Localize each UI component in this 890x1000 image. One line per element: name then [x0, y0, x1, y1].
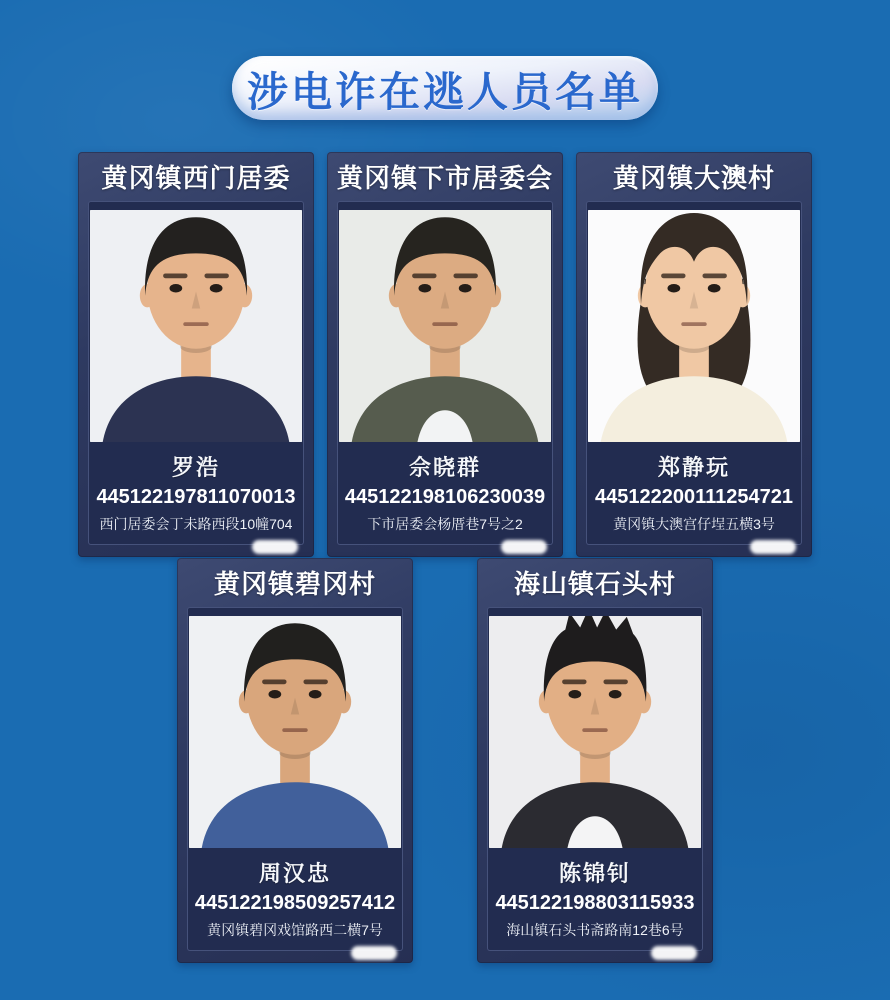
portrait-photo — [489, 616, 701, 848]
person-id-number: 445122198803115933 — [495, 892, 695, 914]
person-address: 黄冈镇大澳宫仔埕五横3号 — [613, 516, 775, 532]
card-header-location: 黄冈镇西门居委 — [101, 163, 291, 193]
person-name: 佘晓群 — [408, 455, 481, 480]
person-address: 海山镇石头书斋路南12巷6号 — [506, 922, 684, 938]
corner-glare — [651, 946, 697, 960]
portrait-photo — [588, 210, 800, 442]
portrait-illustration — [90, 210, 302, 442]
portrait-photo — [90, 210, 302, 442]
fugitive-card — [477, 558, 713, 963]
person-id-number: 445122197811070013 — [96, 486, 296, 508]
person-id-number: 445122200111254721 — [594, 486, 793, 508]
cards-row-1 — [0, 152, 890, 557]
person-address: 下市居委会杨厝巷7号之2 — [367, 516, 523, 532]
corner-glare — [351, 946, 397, 960]
card-panel — [337, 201, 553, 545]
person-id-number: 445122198509257412 — [194, 892, 396, 914]
portrait-illustration — [339, 210, 551, 442]
card-panel — [586, 201, 802, 545]
person-name: 郑静玩 — [657, 455, 730, 480]
person-name: 罗浩 — [171, 455, 220, 480]
card-header-location: 海山镇石头村 — [513, 569, 676, 599]
person-name: 周汉忠 — [258, 861, 331, 886]
person-id-number: 445122198106230039 — [344, 486, 546, 508]
fugitive-card — [78, 152, 314, 557]
corner-glare — [501, 540, 547, 554]
card-header-location: 黄冈镇下市居委会 — [337, 163, 554, 193]
card-header-location: 黄冈镇碧冈村 — [213, 569, 376, 599]
portrait-photo — [189, 616, 401, 848]
fugitive-card — [177, 558, 413, 963]
card-panel — [187, 607, 403, 951]
card-panel — [487, 607, 703, 951]
portrait-illustration — [189, 616, 401, 848]
fugitive-card — [576, 152, 812, 557]
person-address: 西门居委会丁未路西段10幢704 — [99, 516, 293, 532]
fugitive-card — [327, 152, 563, 557]
title-banner — [232, 56, 658, 120]
portrait-illustration — [588, 210, 800, 442]
cards-row-2 — [0, 558, 890, 963]
card-panel — [88, 201, 304, 545]
corner-glare — [252, 540, 298, 554]
portrait-illustration — [489, 616, 701, 848]
portrait-photo — [339, 210, 551, 442]
person-name: 陈锦钊 — [558, 861, 631, 886]
card-header-location: 黄冈镇大澳村 — [612, 163, 775, 193]
poster-title: 涉电诈在逃人员名单 — [247, 68, 643, 115]
person-address: 黄冈镇碧冈戏馆路西二横7号 — [207, 922, 383, 938]
corner-glare — [750, 540, 796, 554]
